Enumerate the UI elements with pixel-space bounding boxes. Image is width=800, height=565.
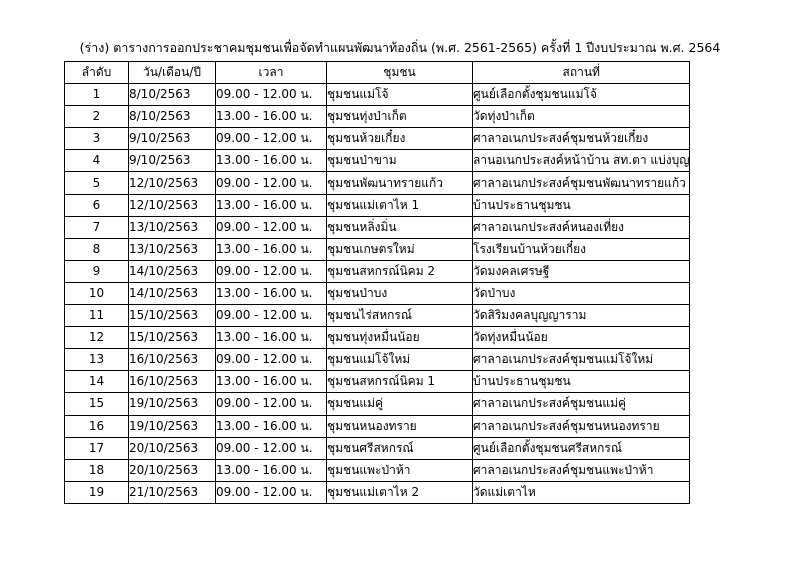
cell-place: ศูนย์เลือกตั้งชุมชนศรีสหกรณ์ bbox=[473, 437, 690, 459]
header-date: วัน/เดือน/ปี bbox=[129, 62, 216, 84]
cell-time: 09.00 - 12.00 น. bbox=[216, 305, 327, 327]
table-row bbox=[65, 150, 690, 172]
table-row bbox=[65, 128, 690, 150]
cell-time: 13.00 - 16.00 น. bbox=[216, 415, 327, 437]
cell-place: ลานอเนกประสงค์หน้าบ้าน สท.ตา แบ่งบุญ bbox=[473, 150, 690, 172]
cell-community: ชุมชนแม่เตาไห 2 bbox=[327, 481, 473, 503]
table-row bbox=[65, 327, 690, 349]
cell-place: ศาลาอเนกประสงค์ชุมชนแม่โจ้ใหม่ bbox=[473, 349, 690, 371]
cell-place: วัดทุ่งหมื่นน้อย bbox=[473, 327, 690, 349]
cell-no: 9 bbox=[65, 260, 129, 282]
cell-date: 20/10/2563 bbox=[129, 459, 216, 481]
table-row bbox=[65, 371, 690, 393]
table-row bbox=[65, 393, 690, 415]
cell-no: 7 bbox=[65, 216, 129, 238]
cell-community: ชุมชนแม่โจ้ bbox=[327, 84, 473, 106]
cell-no: 15 bbox=[65, 393, 129, 415]
cell-place: ศาลาอเนกประสงค์ชุมชนหนองทราย bbox=[473, 415, 690, 437]
table-row bbox=[65, 415, 690, 437]
cell-time: 09.00 - 12.00 น. bbox=[216, 216, 327, 238]
table-row bbox=[65, 238, 690, 260]
cell-time: 09.00 - 12.00 น. bbox=[216, 260, 327, 282]
cell-time: 13.00 - 16.00 น. bbox=[216, 150, 327, 172]
header-no: ลำดับ bbox=[65, 62, 129, 84]
cell-time: 13.00 - 16.00 น. bbox=[216, 282, 327, 304]
cell-community: ชุมชนทุ่งหมื่นน้อย bbox=[327, 327, 473, 349]
cell-no: 17 bbox=[65, 437, 129, 459]
table-row bbox=[65, 216, 690, 238]
cell-date: 20/10/2563 bbox=[129, 437, 216, 459]
cell-date: 21/10/2563 bbox=[129, 481, 216, 503]
cell-no: 19 bbox=[65, 481, 129, 503]
cell-place: วัดมงคลเศรษฐี bbox=[473, 260, 690, 282]
table-body bbox=[65, 84, 690, 504]
cell-no: 12 bbox=[65, 327, 129, 349]
cell-no: 14 bbox=[65, 371, 129, 393]
table-row bbox=[65, 260, 690, 282]
cell-date: 12/10/2563 bbox=[129, 172, 216, 194]
table-row bbox=[65, 106, 690, 128]
cell-date: 12/10/2563 bbox=[129, 194, 216, 216]
cell-place: วัดทุ่งป่าเก็ต bbox=[473, 106, 690, 128]
cell-place: ศาลาอเนกประสงค์หนองเที่ยง bbox=[473, 216, 690, 238]
schedule-table bbox=[64, 61, 690, 504]
cell-date: 19/10/2563 bbox=[129, 393, 216, 415]
cell-place: บ้านประธานชุมชน bbox=[473, 194, 690, 216]
table-row bbox=[65, 84, 690, 106]
cell-place: ศาลาอเนกประสงค์ชุมชนพัฒนาทรายแก้ว bbox=[473, 172, 690, 194]
table-row bbox=[65, 282, 690, 304]
header-time: เวลา bbox=[216, 62, 327, 84]
cell-place: วัดป่าบง bbox=[473, 282, 690, 304]
cell-time: 13.00 - 16.00 น. bbox=[216, 194, 327, 216]
cell-date: 8/10/2563 bbox=[129, 106, 216, 128]
cell-time: 09.00 - 12.00 น. bbox=[216, 172, 327, 194]
cell-place: โรงเรียนบ้านห้วยเกี๋ยง bbox=[473, 238, 690, 260]
cell-community: ชุมชนสหกรณ์นิคม 1 bbox=[327, 371, 473, 393]
cell-date: 13/10/2563 bbox=[129, 238, 216, 260]
cell-no: 1 bbox=[65, 84, 129, 106]
cell-time: 09.00 - 12.00 น. bbox=[216, 128, 327, 150]
cell-community: ชุมชนป่าบง bbox=[327, 282, 473, 304]
cell-no: 6 bbox=[65, 194, 129, 216]
table-row bbox=[65, 459, 690, 481]
cell-place: ศูนย์เลือกตั้งชุมชนแม่โจ้ bbox=[473, 84, 690, 106]
table-row bbox=[65, 349, 690, 371]
cell-community: ชุมชนเกษตรใหม่ bbox=[327, 238, 473, 260]
cell-community: ชุมชนศรีสหกรณ์ bbox=[327, 437, 473, 459]
cell-place: ศาลาอเนกประสงค์ชุมชนแม่คู่ bbox=[473, 393, 690, 415]
cell-time: 13.00 - 16.00 น. bbox=[216, 238, 327, 260]
cell-date: 16/10/2563 bbox=[129, 371, 216, 393]
cell-community: ชุมชนหนองทราย bbox=[327, 415, 473, 437]
table-row bbox=[65, 172, 690, 194]
cell-community: ชุมชนป่าขาม bbox=[327, 150, 473, 172]
cell-no: 3 bbox=[65, 128, 129, 150]
cell-community: ชุมชนแม่เตาไห 1 bbox=[327, 194, 473, 216]
cell-time: 13.00 - 16.00 น. bbox=[216, 106, 327, 128]
cell-no: 10 bbox=[65, 282, 129, 304]
cell-time: 09.00 - 12.00 น. bbox=[216, 437, 327, 459]
cell-no: 5 bbox=[65, 172, 129, 194]
cell-no: 11 bbox=[65, 305, 129, 327]
cell-date: 13/10/2563 bbox=[129, 216, 216, 238]
cell-date: 9/10/2563 bbox=[129, 128, 216, 150]
cell-time: 09.00 - 12.00 น. bbox=[216, 481, 327, 503]
cell-time: 13.00 - 16.00 น. bbox=[216, 459, 327, 481]
cell-no: 8 bbox=[65, 238, 129, 260]
cell-time: 09.00 - 12.00 น. bbox=[216, 393, 327, 415]
table-row bbox=[65, 481, 690, 503]
cell-date: 14/10/2563 bbox=[129, 260, 216, 282]
cell-date: 19/10/2563 bbox=[129, 415, 216, 437]
cell-date: 15/10/2563 bbox=[129, 305, 216, 327]
cell-date: 9/10/2563 bbox=[129, 150, 216, 172]
cell-community: ชุมชนหลิ่งมิ่น bbox=[327, 216, 473, 238]
cell-date: 16/10/2563 bbox=[129, 349, 216, 371]
cell-time: 13.00 - 16.00 น. bbox=[216, 327, 327, 349]
cell-time: 09.00 - 12.00 น. bbox=[216, 349, 327, 371]
table-row bbox=[65, 305, 690, 327]
cell-place: ศาลาอเนกประสงค์ชุมชนห้วยเกี๋ยง bbox=[473, 128, 690, 150]
header-community: ชุมชน bbox=[327, 62, 473, 84]
cell-no: 4 bbox=[65, 150, 129, 172]
table-header-row bbox=[65, 62, 690, 84]
document-title: (ร่าง) ตารางการออกประชาคมชุมชนเพื่อจัดทำแผนพัฒนาท้องถิ่น (พ.ศ. 2561-2565) ครั้งที่ 1 ปีงบประมาณ พ.ศ. 2564 bbox=[79, 40, 721, 55]
cell-no: 13 bbox=[65, 349, 129, 371]
cell-community: ชุมชนแม่คู่ bbox=[327, 393, 473, 415]
cell-community: ชุมชนสหกรณ์นิคม 2 bbox=[327, 260, 473, 282]
cell-date: 15/10/2563 bbox=[129, 327, 216, 349]
cell-date: 8/10/2563 bbox=[129, 84, 216, 106]
table-row bbox=[65, 437, 690, 459]
cell-community: ชุมชนแม่โจ้ใหม่ bbox=[327, 349, 473, 371]
cell-place: วัดแม่เตาไห bbox=[473, 481, 690, 503]
table-row bbox=[65, 194, 690, 216]
cell-no: 2 bbox=[65, 106, 129, 128]
cell-time: 13.00 - 16.00 น. bbox=[216, 371, 327, 393]
cell-community: ชุมชนไร่สหกรณ์ bbox=[327, 305, 473, 327]
cell-no: 18 bbox=[65, 459, 129, 481]
cell-place: บ้านประธานชุมชน bbox=[473, 371, 690, 393]
cell-time: 09.00 - 12.00 น. bbox=[216, 84, 327, 106]
cell-place: ศาลาอเนกประสงค์ชุมชนแพะป่าห้า bbox=[473, 459, 690, 481]
cell-community: ชุมชนแพะป่าห้า bbox=[327, 459, 473, 481]
cell-place: วัดสิริมงคลบุญญาราม bbox=[473, 305, 690, 327]
cell-date: 14/10/2563 bbox=[129, 282, 216, 304]
cell-no: 16 bbox=[65, 415, 129, 437]
cell-community: ชุมชนพัฒนาทรายแก้ว bbox=[327, 172, 473, 194]
cell-community: ชุมชนทุ่งป่าเก็ต bbox=[327, 106, 473, 128]
header-place: สถานที่ bbox=[473, 62, 690, 84]
cell-community: ชุมชนห้วยเกี๋ยง bbox=[327, 128, 473, 150]
